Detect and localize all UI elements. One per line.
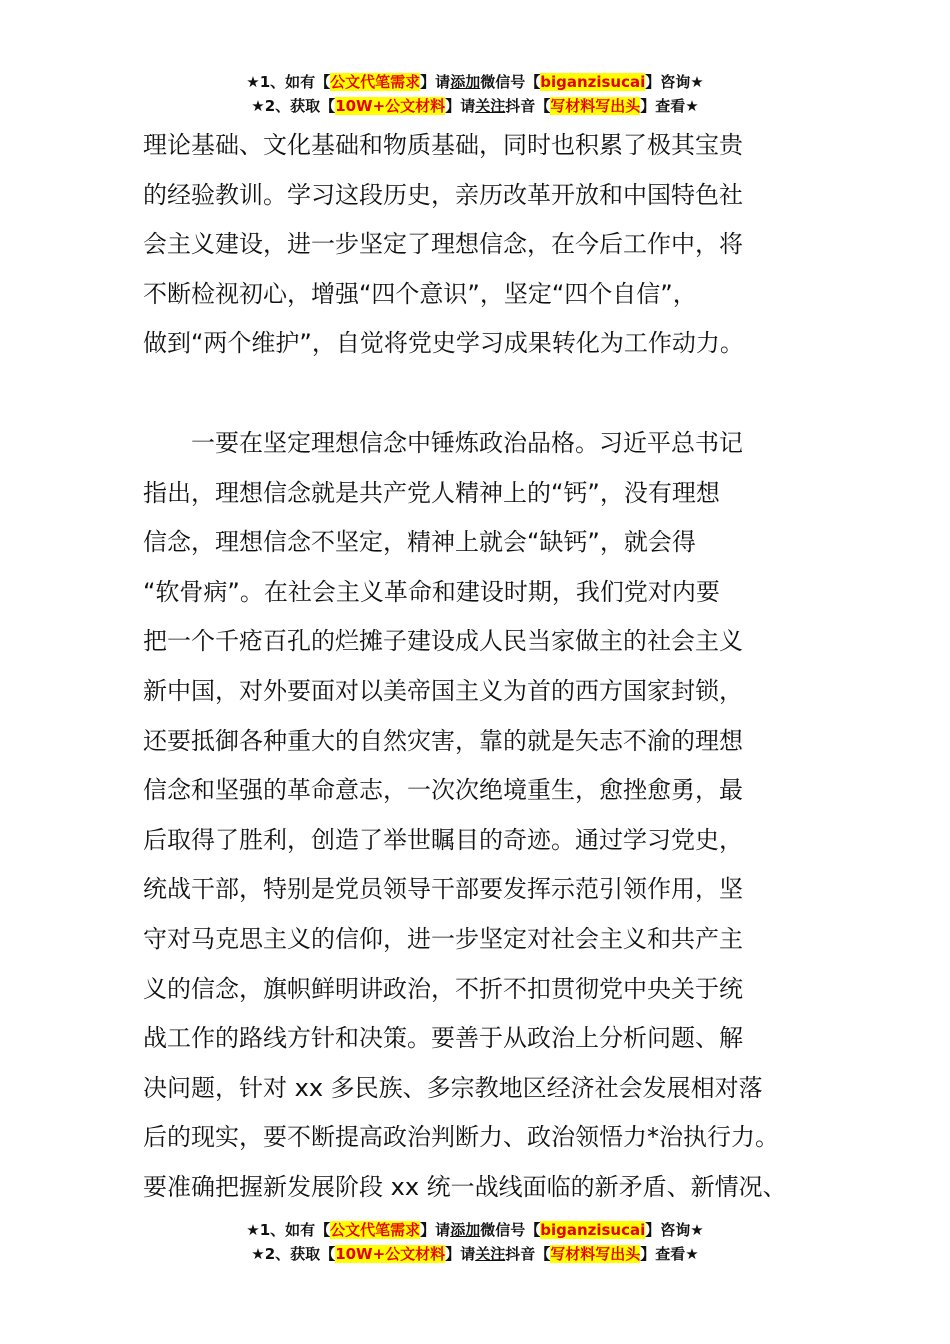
banner-highlight: 公文代笔需求 (330, 73, 421, 91)
banner-text: ★1、如有【 (246, 73, 331, 91)
text-line: 战工作的路线方针和决策。要善于从政治上分析问题、解 (143, 1024, 743, 1053)
banner-text-underlined: 关注 (475, 1245, 506, 1263)
text-line: 信念，理想信念不坚定，精神上就会“缺钙”，就会得 (143, 528, 696, 557)
banner-text: ★1、如有【 (246, 1221, 331, 1239)
text-line: 信念和坚强的革命意志，一次次绝境重生，愈挫愈勇，最 (143, 776, 743, 805)
banner-text: 】查看★ (640, 1245, 699, 1263)
banner-text: 】请 (445, 1245, 476, 1263)
banner-text: 抖音【 (505, 1245, 551, 1263)
banner-highlight-wechat: biganzisucai (540, 1221, 646, 1239)
banner-text: 】请 (445, 97, 476, 115)
banner-text-underlined: 关注 (475, 97, 506, 115)
banner-text: 微信号【 (480, 1221, 541, 1239)
banner-line-1 (0, 1218, 950, 1242)
banner-text: 微信号【 (480, 73, 541, 91)
text-line: 做到“两个维护”，自觉将党史学习成果转化为工作动力。 (143, 329, 744, 358)
text-line: 统战干部，特别是党员领导干部要发挥示范引领作用，坚 (143, 875, 743, 904)
banner-highlight: 10W+公文材料 (335, 1245, 446, 1263)
text-line: 会主义建设，进一步坚定了理想信念，在今后工作中，将 (143, 230, 743, 259)
text-line: 不断检视初心，增强“四个意识”，坚定“四个自信”， (143, 279, 697, 308)
banner-highlight-douyin: 写材料写出头 (550, 1245, 641, 1263)
text-line: 守对马克思主义的信仰，进一步坚定对社会主义和共产主 (143, 924, 743, 953)
text-line: 还要抵御各种重大的自然灾害，靠的就是矢志不渝的理想 (143, 726, 743, 755)
banner-line-2 (0, 1242, 950, 1266)
text-line: 后的现实，要不断提高政治判断力、政治领悟力*治执行力。 (143, 1123, 779, 1152)
banner-highlight-douyin: 写材料写出头 (550, 97, 641, 115)
banner-text: ★2、获取【 (251, 1245, 336, 1263)
text-line: 的经验教训。学习这段历史，亲历改革开放和中国特色社 (143, 180, 743, 209)
banner-line-1 (0, 70, 950, 94)
banner-line-2 (0, 94, 950, 118)
text-line: 后取得了胜利，创造了举世瞩目的奇迹。通过学习党史， (143, 825, 743, 854)
banner-text: 】请 (420, 1221, 451, 1239)
banner-text: 抖音【 (505, 97, 551, 115)
text-line: 理论基础、文化基础和物质基础，同时也积累了极其宝贵 (143, 131, 743, 159)
header-banner (0, 70, 950, 118)
banner-highlight: 公文代笔需求 (330, 1221, 421, 1239)
banner-highlight: 10W+公文材料 (335, 97, 446, 115)
text-line: 一要在坚定理想信念中锤炼政治品格。习近平总书记 (143, 429, 743, 457)
text-line: 义的信念，旗帜鲜明讲政治，不折不扣贯彻党中央关于统 (143, 974, 743, 1003)
banner-text: 】请 (420, 73, 451, 91)
text-line: “软骨病”。在社会主义革命和建设时期，我们党对内要 (143, 577, 720, 606)
paragraph-1 (143, 121, 823, 369)
text-line: 把一个千疮百孔的烂摊子建设成人民当家做主的社会主义 (143, 627, 743, 656)
text-line: 指出，理想信念就是共产党人精神上的“钙”，没有理想 (143, 478, 720, 507)
text-line: 决问题，针对 xx 多民族、多宗教地区经济社会发展相对落 (143, 1073, 763, 1102)
text-line: 要准确把握新发展阶段 xx 统一战线面临的新矛盾、新情况、 (143, 1172, 787, 1201)
banner-text-underlined: 添加 (450, 73, 481, 91)
banner-highlight-wechat: biganzisucai (540, 73, 646, 91)
banner-text: ★2、获取【 (251, 97, 336, 115)
banner-text: 】咨询★ (645, 1221, 704, 1239)
footer-banner (0, 1218, 950, 1266)
text-line: 新中国，对外要面对以美帝国主义为首的西方国家封锁， (143, 676, 743, 705)
banner-text-underlined: 添加 (450, 1221, 481, 1239)
paragraph-2 (143, 419, 823, 1213)
banner-text: 】咨询★ (645, 73, 704, 91)
banner-text: 】查看★ (640, 97, 699, 115)
